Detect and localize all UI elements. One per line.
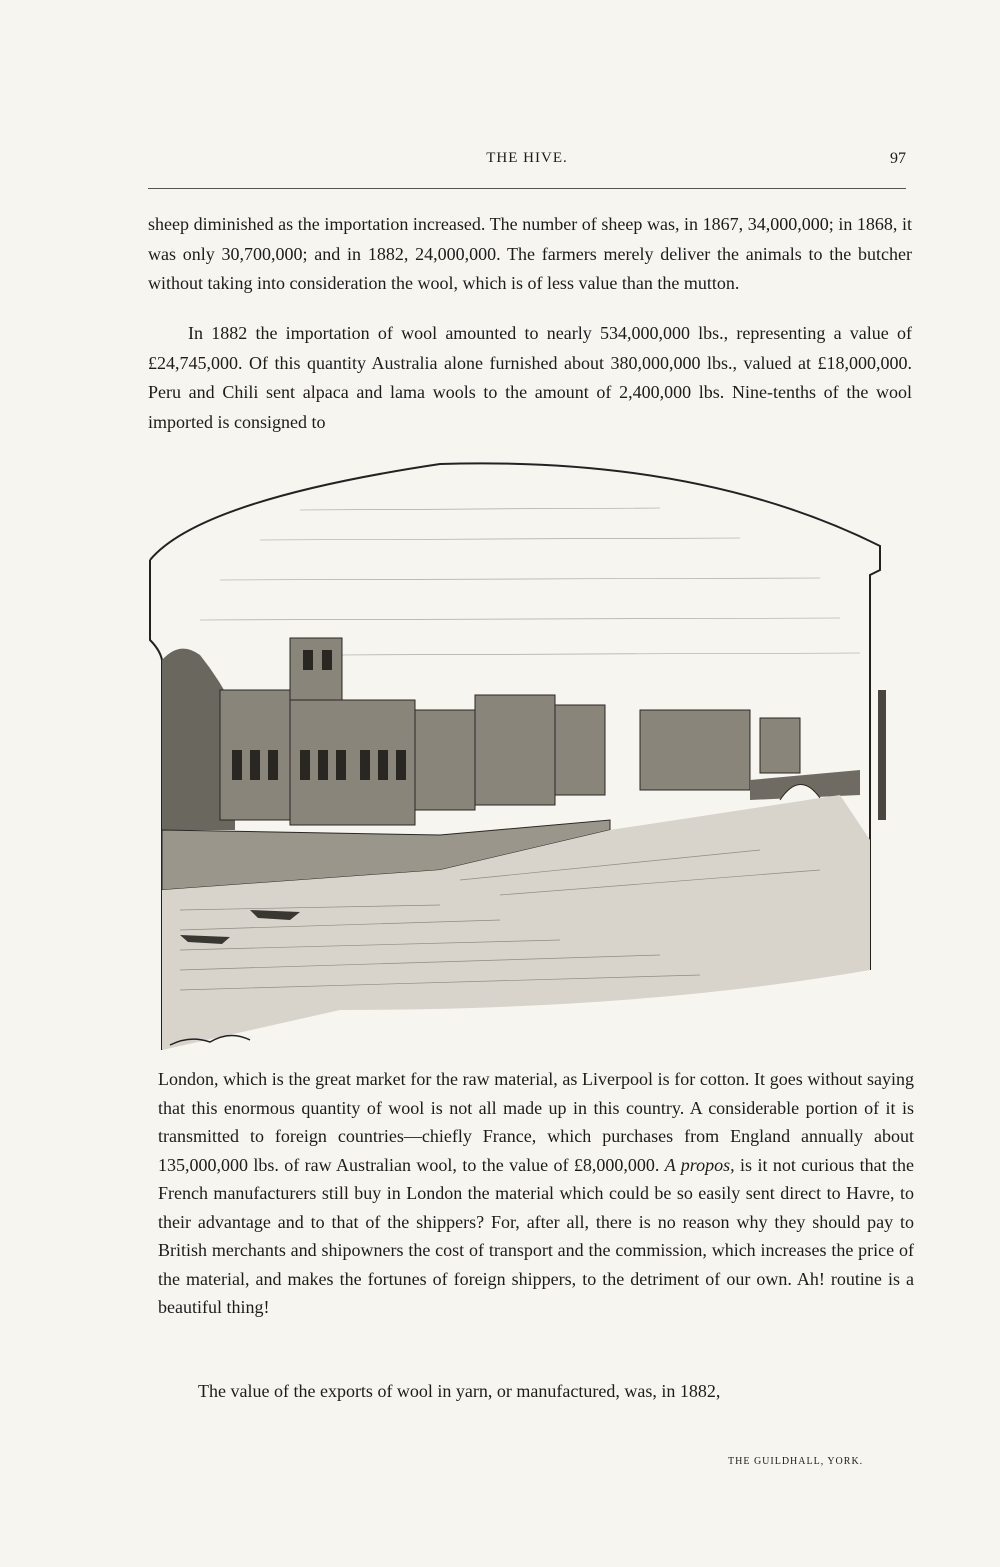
guildhall-engraving [140, 450, 920, 1065]
paragraph-1: sheep diminished as the importation increased. The number of sheep was, in 1867, 34,000,000; in 1868, it was only 30,700,000; and in 1882, 24,000,000. The farmers merely deliver the animals to the butcher without taking into consideration the wool, which is of less value than the mutton. [148, 214, 912, 293]
paragraph-3 [158, 1065, 914, 1322]
paragraph-3-text-b: is it not curious that the French manufacturers still buy in London the material which could be so easily sent direct to Havre, to their advantage and to that of the shippers? For, after all, there is no reason why they should pay to British merchants and shipowners the cost of transport and the commission, which increases the price of the material, and makes the fortunes of foreign shippers, to the detriment of our own. Ah! routine is a beautiful thing! [158, 1154, 914, 1317]
paragraph-3-italic: A propos, [664, 1154, 735, 1175]
paragraph-4: The value of the exports of wool in yarn, or manufactured, was, in 1882, [198, 1381, 721, 1401]
paragraph-2: In 1882 the importation of wool amounted to nearly 534,000,000 lbs., representing a value of £24,745,000. Of this quantity Australia alone furnished about 380,000,000 lbs., valued at £18,000,000. Peru and Chili sent alpaca and lama wools to the amount of 2,400,000 lbs. Nine-tenths of the wool imported is consigned to [148, 323, 912, 432]
paragraph-3-text-a: London, which is the great market for the raw material, as Liverpool is for cotton. It goes without saying that this enormous quantity of wool is not all made up in this country. A considerable portion of it is transmitted to foreign countries—chiefly France, which purchases from England annually about 135,000,000 lbs. of raw Australian wool, to the value of £8,000,000. [158, 1069, 914, 1175]
figure-caption: THE GUILDHALL, YORK. [728, 1456, 864, 1467]
page-number: 97 [890, 150, 906, 167]
page-header [148, 150, 906, 174]
header-rule [148, 188, 906, 189]
running-head: THE HIVE. [486, 150, 568, 166]
